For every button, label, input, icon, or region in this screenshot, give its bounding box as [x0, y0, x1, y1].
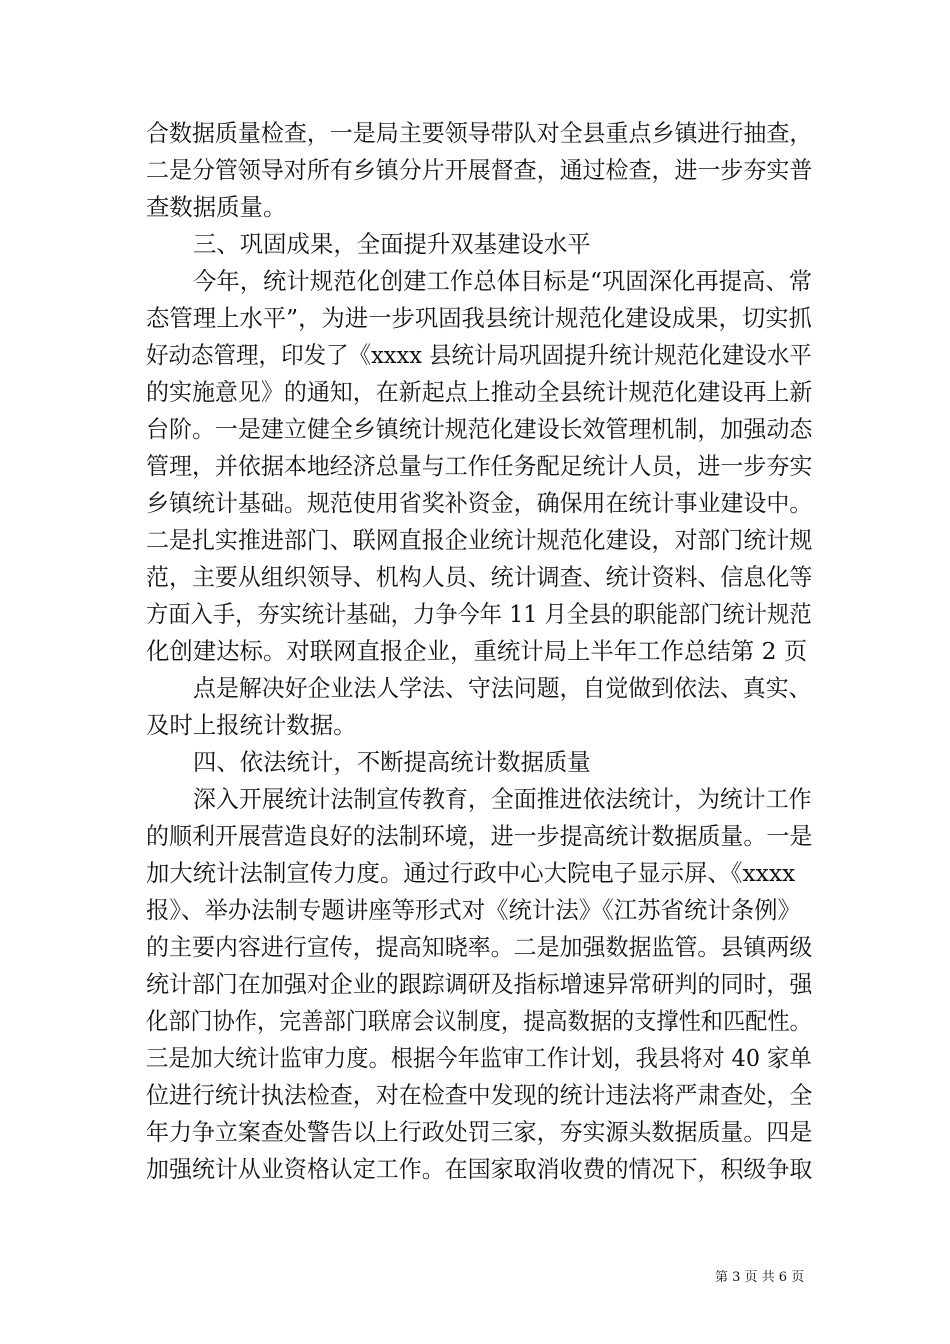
text-line-17: 及时上报统计数据。	[146, 711, 357, 739]
text-line-25: 化部门协作，完善部门联席会议制度，提高数据的支撑性和匹配性。	[146, 1007, 812, 1035]
section-heading-4: 四、依法统计，不断提高统计数据质量	[193, 748, 591, 776]
text-line-26: 三是加大统计监审力度。根据今年监审工作计划，我县将对 40 家单	[146, 1044, 812, 1072]
section-heading-3: 三、巩固成果，全面提升双基建设水平	[193, 230, 591, 258]
page-number-footer: 第 3 页 共 6 页	[715, 1270, 805, 1285]
text-line-16: 点是解决好企业法人学法、守法问题，自觉做到依法、真实、	[193, 674, 812, 702]
text-line-29: 加强统计从业资格认定工作。在国家取消收费的情况下，积级争取	[146, 1155, 813, 1183]
text-line-12: 二是扎实推进部门、联网直报企业统计规范化建设，对部门统计规	[146, 526, 813, 554]
text-line-21: 加大统计法制宣传力度。通过行政中心大院电子显示屏、《xxxx	[146, 859, 796, 887]
text-line-11: 乡镇统计基础。规范使用省奖补资金，确保用在统计事业建设中。	[146, 489, 813, 517]
text-line-5: 今年，统计规范化创建工作总体目标是“巩固深化再提高、常	[193, 267, 813, 295]
text-line-19: 深入开展统计法制宣传教育，全面推进依法统计，为统计工作	[193, 785, 812, 813]
text-line-20: 的顺利开展营造良好的法制环境，进一步提高统计数据质量。一是	[146, 822, 813, 850]
text-line-22: 报》、举办法制专题讲座等形式对《统计法》《江苏省统计条例》	[146, 896, 801, 924]
text-line-8: 的实施意见》的通知，在新起点上推动全县统计规范化建设再上新	[146, 378, 813, 406]
text-line-9: 台阶。一是建立健全乡镇统计规范化建设长效管理机制，加强动态	[146, 415, 813, 443]
text-line-27: 位进行统计执法检查，对在检查中发现的统计违法将严肃查处，全	[146, 1081, 813, 1109]
text-line-24: 统计部门在加强对企业的跟踪调研及指标增速异常研判的同时，强	[146, 970, 813, 998]
text-line-13: 范，主要从组织领导、机构人员、统计调查、统计资料、信息化等	[146, 563, 813, 591]
text-line-7: 好动态管理，印发了《xxxx 县统计局巩固提升统计规范化建设水平	[146, 341, 812, 369]
text-line-15: 化创建达标。对联网直报企业，重统计局上半年工作总结第 2 页	[146, 637, 808, 665]
text-line-14: 方面入手，夯实统计基础，力争今年 11 月全县的职能部门统计规范	[146, 600, 812, 628]
text-line-23: 的主要内容进行宣传，提高知晓率。二是加强数据监管。县镇两级	[146, 933, 813, 961]
text-line-6: 态管理上水平”，为进一步巩固我县统计规范化建设成果，切实抓	[146, 304, 812, 332]
text-line-1: 合数据质量检查，一是局主要领导带队对全县重点乡镇进行抽查，	[146, 119, 813, 147]
text-line-28: 年力争立案查处警告以上行政处罚三家，夯实源头数据质量。四是	[146, 1118, 813, 1146]
text-line-10: 管理，并依据本地经济总量与工作任务配足统计人员，进一步夯实	[146, 452, 813, 480]
text-line-2: 二是分管领导对所有乡镇分片开展督查，通过检查，进一步夯实普	[146, 156, 813, 184]
text-line-3: 查数据质量。	[146, 193, 287, 221]
